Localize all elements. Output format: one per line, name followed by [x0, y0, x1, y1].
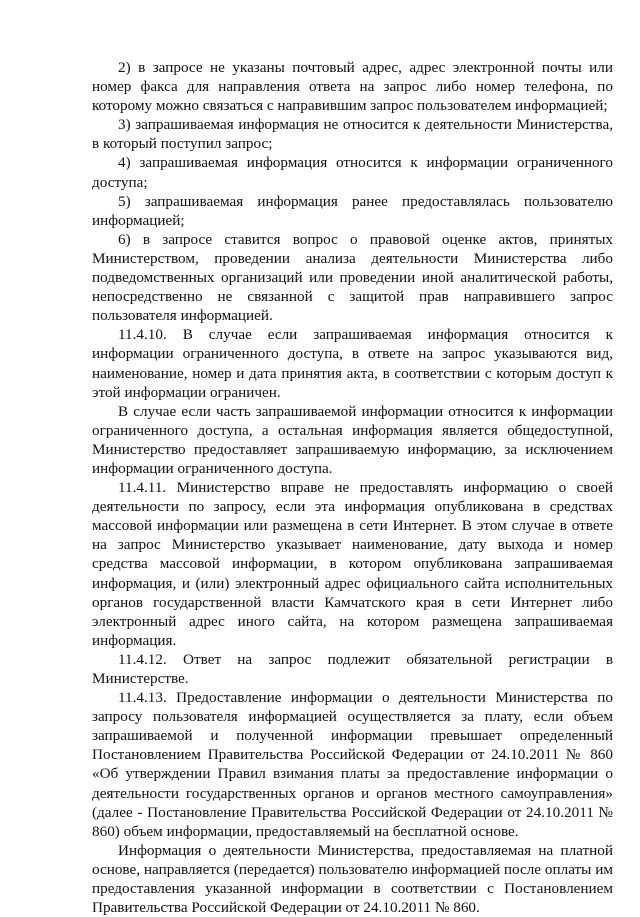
paragraph-clause-11-4-10: 11.4.10. В случае если запрашиваемая информация относится к информации ограниченного доступа, в ответе на запрос указываются вид, наименование, номер и дата принятия акта, в соответствии с которым доступ к этой информации ограничен. — [92, 326, 613, 401]
paragraph-partial-restriction: В случае если часть запрашиваемой информации относится к информации ограниченного доступа, а остальная информация является общедоступной, Министерство предоставляет запрашиваемую информацию, за исключением информации ограниченного доступа. — [92, 402, 613, 477]
paragraph-item-3: 3) запрашиваемая информация не относится к деятельности Министерства, в который поступил запрос; — [92, 116, 613, 153]
paragraph-item-2: 2) в запросе не указаны почтовый адрес, адрес электронной почты или номер факса для направления ответа на запрос либо номер телефона, по которому можно связаться с направившим запрос пользователем информацией; — [92, 59, 613, 115]
paragraph-clause-11-4-12: 11.4.12. Ответ на запрос подлежит обязательной регистрации в Министерстве. — [92, 650, 613, 687]
paragraph-item-5: 5) запрашиваемая информация ранее предоставлялась пользователю информацией; — [92, 192, 613, 229]
paragraph-clause-11-4-11: 11.4.11. Министерство вправе не предоставлять информацию о своей деятельности по запросу, если эта информация опубликована в средствах массовой информации или размещена в сети Интернет. В этом случае в ответе на запрос Министерство указывает наименование, дату выхода и номер средства массовой информации, в котором опубликована запрашиваемая информация, и (или) электронный адрес официального сайта исполнительных органов государственной власти Камчатского края в сети Интернет либо электронный адрес иного сайта, на котором размещена запрашиваемая информация. — [92, 479, 613, 649]
document-page — [92, 58, 613, 917]
paragraph-item-4: 4) запрашиваемая информация относится к информации ограниченного доступа; — [92, 154, 613, 191]
paragraph-paid-information: Информация о деятельности Министерства, предоставляемая на платной основе, направляется (передается) пользователю информацией после оплаты им предоставления указанной информации в соответствии с Постановлением Правительства Российской Федерации от 24.10.2011 № 860. — [92, 841, 613, 917]
paragraph-item-6: 6) в запросе ставится вопрос о правовой оценке актов, принятых Министерством, проведении анализа деятельности Министерства либо подведомственных организаций или проведении иной аналитической работы, непосредственно не связанной с защитой прав направившего запрос пользователя информацией. — [92, 230, 613, 325]
paragraph-clause-11-4-13: 11.4.13. Предоставление информации о деятельности Министерства по запросу пользователя информацией осуществляется за плату, если объем запрашиваемой и полученной информации превышает определенный Постановлением Правительства Российской Федерации от 24.10.2011 № 860 «Об утверждении Правил взимания платы за предоставление информации о деятельности государственных органов и органов местного самоуправления» (далее - Постановление Правительства Российской Федерации от 24.10.2011 № 860) объем информации, предоставляемый на бесплатной основе. — [92, 689, 613, 840]
